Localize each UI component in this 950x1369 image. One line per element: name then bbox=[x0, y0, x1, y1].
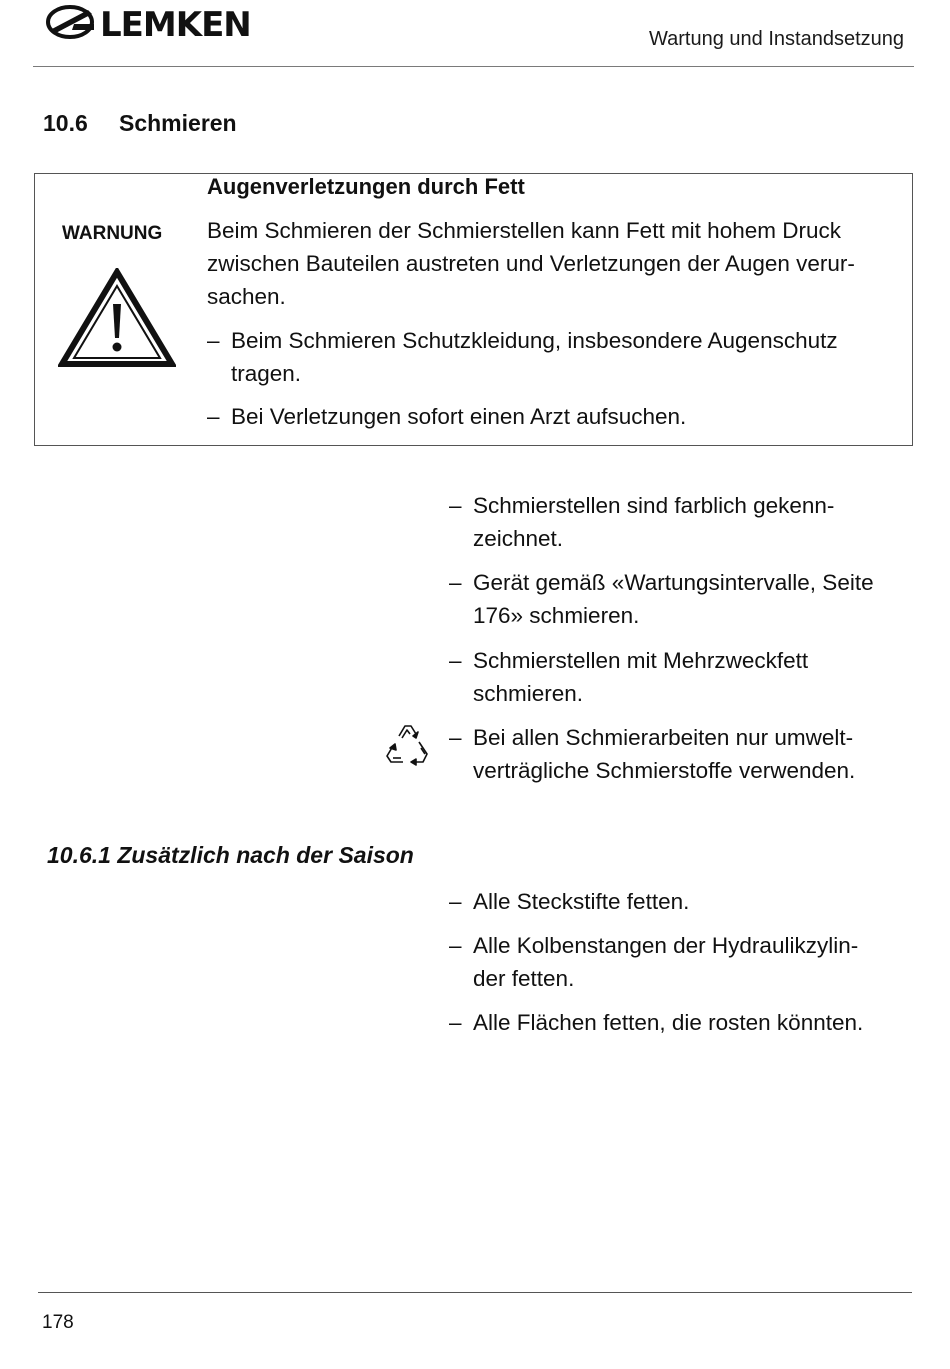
text-line: Beim Schmieren der Schmierstellen kann Fett mit hohem Druck bbox=[207, 218, 841, 243]
text-line: zeichnet. bbox=[473, 526, 564, 551]
text-line: 176» schmieren. bbox=[473, 603, 640, 628]
text-line: zwischen Bauteilen austreten und Verletzungen der Augen verur- bbox=[207, 251, 855, 276]
section-title-text: Schmieren bbox=[119, 110, 237, 136]
warning-heading: Augenverletzungen durch Fett bbox=[207, 174, 525, 199]
lemken-logo bbox=[44, 0, 306, 50]
dash-bullet: – bbox=[449, 493, 462, 518]
dash-bullet: – bbox=[449, 889, 462, 914]
dash-bullet: – bbox=[207, 328, 220, 353]
instruction-item bbox=[449, 721, 919, 787]
dash-bullet: – bbox=[449, 570, 462, 595]
page-number: 178 bbox=[42, 1312, 74, 1333]
subsection-item bbox=[449, 1006, 924, 1039]
section-title bbox=[43, 110, 237, 137]
dash-bullet: – bbox=[449, 1010, 462, 1035]
text-line: der fetten. bbox=[473, 966, 575, 991]
instruction-item bbox=[449, 489, 909, 555]
text-line: Alle Flächen fetten, die rosten könnten. bbox=[473, 1010, 864, 1035]
subsection-item bbox=[449, 885, 909, 918]
text-line: Alle Kolbenstangen der Hydraulikzylin- bbox=[473, 933, 859, 958]
header-section-title: Wartung und Instandsetzung bbox=[649, 28, 904, 50]
dash-bullet: – bbox=[449, 648, 462, 673]
dash-bullet: – bbox=[207, 404, 220, 429]
logo-wordmark: LEMKEN bbox=[100, 5, 251, 45]
text-line: schmieren. bbox=[473, 681, 584, 706]
subsection-title: 10.6.1 Zusätzlich nach der Saison bbox=[47, 842, 414, 868]
warning-body bbox=[207, 214, 897, 313]
text-line: sachen. bbox=[207, 284, 286, 309]
section-number: 10.6 bbox=[43, 110, 88, 136]
text-line: Alle Steckstifte fetten. bbox=[473, 889, 690, 914]
text-line: Schmierstellen sind farblich gekenn- bbox=[473, 493, 835, 518]
subsection-item bbox=[449, 929, 909, 995]
warning-list-item bbox=[207, 400, 897, 433]
text-line: Bei allen Schmierarbeiten nur umwelt- bbox=[473, 725, 854, 750]
text-line: verträgliche Schmierstoffe verwenden. bbox=[473, 758, 856, 783]
footer-divider bbox=[38, 1292, 912, 1293]
warning-triangle-icon bbox=[58, 268, 176, 368]
text-line: Schmierstellen mit Mehrzweckfett bbox=[473, 648, 809, 673]
text-line: Gerät gemäß «Wartungsintervalle, Seite bbox=[473, 570, 874, 595]
dash-bullet: – bbox=[449, 725, 462, 750]
instruction-item bbox=[449, 566, 919, 632]
warning-label: WARNUNG bbox=[62, 223, 163, 244]
instruction-item bbox=[449, 644, 909, 710]
text-line: Beim Schmieren Schutzkleidung, insbesondere Augenschutz bbox=[231, 328, 838, 353]
warning-paragraph bbox=[207, 214, 897, 313]
dash-bullet: – bbox=[449, 933, 462, 958]
header-divider bbox=[33, 66, 914, 67]
warning-list-item bbox=[207, 324, 897, 390]
text-line: Bei Verletzungen sofort einen Arzt aufsuchen. bbox=[231, 404, 687, 429]
recycle-icon bbox=[381, 720, 433, 772]
text-line: tragen. bbox=[231, 361, 302, 386]
